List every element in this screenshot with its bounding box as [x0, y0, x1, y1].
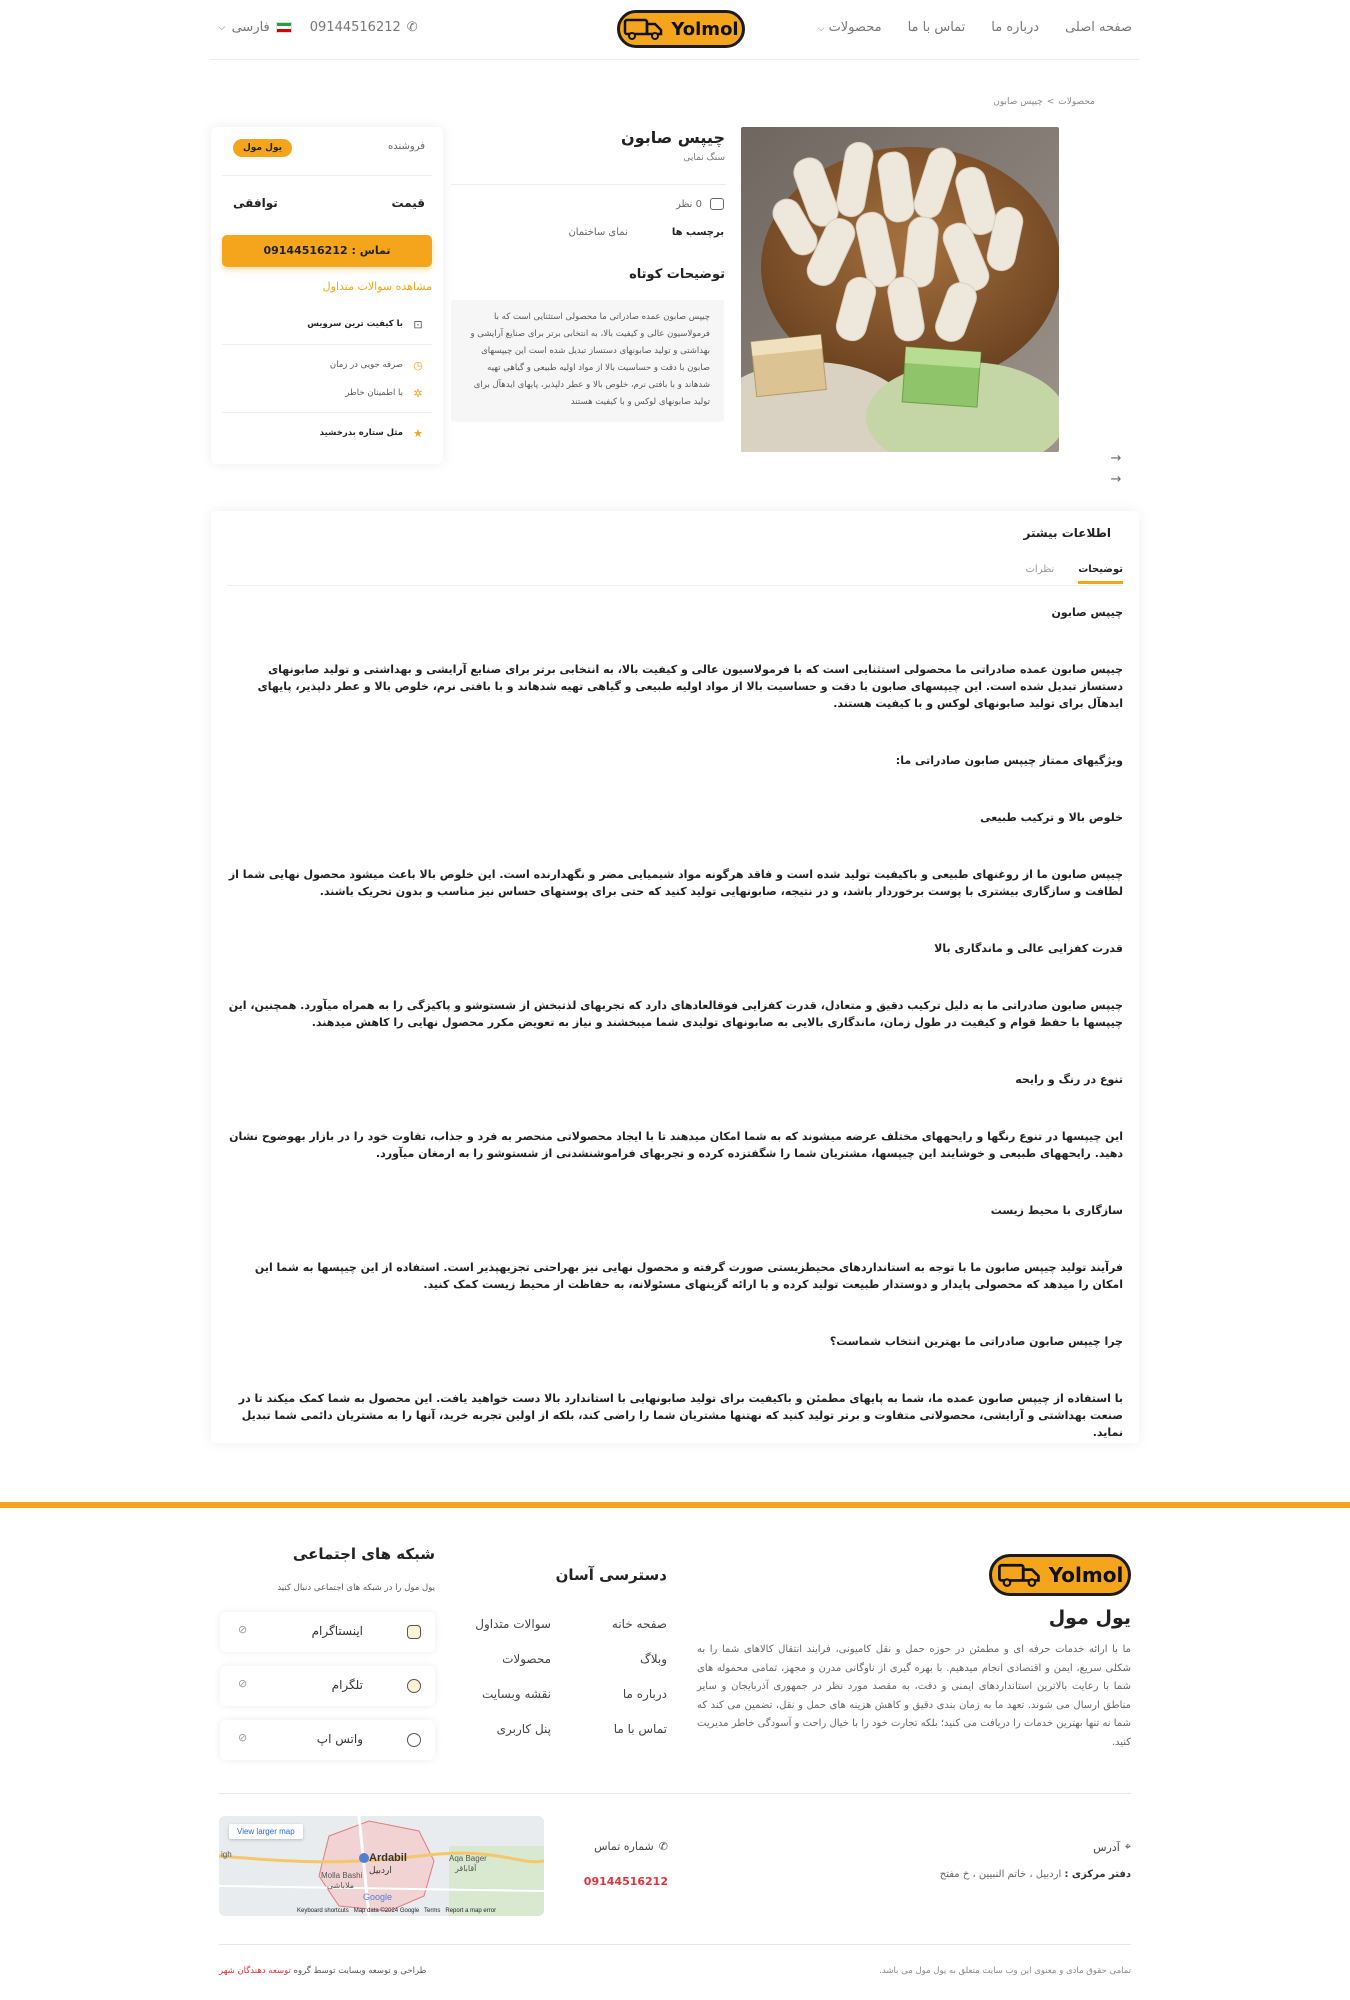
map-edge-label: igh	[221, 1850, 232, 1859]
footer-accent-bar	[0, 1502, 1350, 1508]
social-title: شبکه های اجتماعی	[292, 1545, 435, 1563]
comment-icon	[710, 198, 724, 210]
iran-flag-icon	[276, 22, 292, 33]
content-paragraph: چیپس صابون ما از روغنهای طبیعی و باکیفیت تولید شده است و فاقد هرگونه مواد شیمیایی مضر و نگهدارنده است. این خلوص بالا باعث میشود محصول نهایی شما از لطافت و سازگاری بیشتری با پوست برخوردار باشد، و در نتیجه، صابونهایی تولید کنید که حتی برای پوستهای حساس نیز مناسب و بدون تحریک باشند.	[228, 868, 1123, 898]
content-heading: ویژگیهای ممتاز چیپس صابون صادراتی ما:	[895, 754, 1123, 767]
language-selector[interactable]	[218, 20, 292, 35]
phone-heading	[594, 1840, 668, 1853]
breadcrumb-current: چیپس صابون	[993, 97, 1043, 107]
chevron-down-icon: ⌵	[218, 22, 226, 33]
social-subtitle: یول مول را در شبکه های اجتماعی دنبال کنید	[277, 1583, 435, 1593]
price-label: قیمت	[391, 196, 425, 210]
social-instagram[interactable]	[220, 1612, 435, 1652]
nav-products-label: محصولات	[828, 20, 882, 35]
more-info-title: اطلاعات بیشتر	[1023, 526, 1111, 540]
tab-description[interactable]: توضیحات	[1078, 564, 1123, 584]
tags-label: برچسب ها	[671, 227, 724, 238]
logo-text: Yolmol	[671, 18, 739, 40]
map-place-label-en: Aqa Bager	[449, 1854, 487, 1863]
address-title: آدرس	[1093, 1840, 1120, 1854]
whatsapp-icon	[407, 1733, 421, 1747]
reviews-count: 0 نظر	[675, 198, 702, 210]
footer-link[interactable]: نقشه وبسایت	[482, 1687, 551, 1701]
phone-icon: ✆	[658, 1840, 668, 1853]
content-paragraph: این چیپسها در تنوع رنگها و رایحههای مختلف عرضه میشوند که به شما امکان میدهند تا با ایجاد محصولاتی منحصر به فرد و جذاب، تفاوت خود را در بازار بهوضوح نشان دهید. رایحههای طبیعی و خوشایند این چیپسها، مشتریان شما را شگفتزده کرده و تجربهای فراموشنشدنی از شستوشو را به ارمغان میآورد.	[229, 1130, 1123, 1160]
address-label: دفتر مرکزی :	[1064, 1869, 1131, 1880]
credit-prefix: طراحی و توسعه وبسایت توسط گروه	[293, 1966, 427, 1976]
phone-title: شماره تماس	[594, 1840, 654, 1853]
info-tabs	[1026, 564, 1123, 584]
feature-label: با اطمینان خاطر	[345, 388, 403, 398]
footer-link[interactable]: تماس با ما	[613, 1722, 667, 1736]
location-map[interactable]	[219, 1816, 544, 1916]
feature-label: مثل ستاره بدرخشید	[319, 428, 403, 438]
language-label: فارسی	[231, 20, 270, 35]
map-place-label-en: Molla Bashi	[321, 1871, 363, 1880]
product-header	[621, 128, 725, 163]
feature-label: صرفه جویی در زمان	[329, 360, 403, 370]
nav-contact[interactable]: تماس با ما	[907, 20, 966, 35]
seller-label: فروشنده	[387, 141, 425, 152]
credit-text	[219, 1966, 426, 1976]
header-tools	[218, 20, 418, 35]
footer-link[interactable]: وبلاگ	[639, 1652, 667, 1666]
quick-links-col1	[612, 1617, 667, 1757]
social-name: اینستاگرام	[311, 1624, 363, 1638]
feature-quality	[307, 317, 425, 331]
divider	[222, 175, 432, 176]
header-phone-number: 09144516212	[309, 20, 401, 35]
copyright-text: تمامی حقوق مادی و معنوی این وب سایت متعلق به یول مول می باشد.	[879, 1966, 1131, 1976]
call-button[interactable]: تماس : 09144516212	[222, 235, 432, 267]
footer-link[interactable]: درباره ما	[622, 1687, 667, 1701]
tab-reviews[interactable]: نظرات	[1025, 564, 1055, 575]
footer-logo[interactable]	[989, 1554, 1131, 1596]
map-attribution[interactable]: Keyboard shortcuts Map data ©2024 Google Terms Report a map error	[297, 1908, 497, 1914]
divider	[222, 344, 432, 345]
footer-about: ما با ارائه خدمات حرفه ای و مطمئن در حوزه حمل و نقل کامیونی، فرایند انتقال کالاهای شما را به شکلی سریع، ایمن و اقتصادی انجام میدهیم. با بهره گیری از ناوگانی مدرن و مجهز، تمامی محموله های شما با رعایت بالاترین استانداردهای ایمنی و دقت، به مقصد مورد نظر در جمهوری آذربایجان و سایر مناطق ارسال می شوند. تعهد ما به زمان بندی دقیق و کاهش هزینه های حمل و نقل، تضمین می کند که شما نه تنها بهترین خدمات را دریافت می کنید؛ بلکه تجارت خود را با خیال راحت و آسودگی خاطر مدیریت کنید.	[697, 1644, 1131, 1748]
trust-icon: ✲	[413, 386, 423, 400]
map-city-label-fa: اردبیل	[369, 1866, 392, 1876]
main-nav	[818, 20, 1132, 35]
content-paragraph: با استفاده از چیپس صابون عمده ما، شما به پایهای مطمئن و باکیفیت برای تولید صابونهایی با استاندارد بالا دست خواهید یافت. این محصول به شما کمک میکند تا در صنعت بهداشتی و آرایشی، محصولاتی متفاوت و برتر تولید کنید که نهتنها مشتریان شما را راضی کند، بلکه از اولین تجربه خرید، آنها را به مشتریان دائمی شما تبدیل نماید.	[238, 1392, 1123, 1439]
content-heading: چرا چیپس صابون صادراتی ما بهترین انتخاب شماست؟	[829, 1335, 1123, 1348]
price-value: توافقی	[233, 196, 278, 210]
logo-text: Yolmol	[1048, 1563, 1124, 1587]
link-icon: ⊘	[238, 1623, 248, 1636]
content-paragraph: چیپس صابون عمده صادراتی ما محصولی استثنایی است که با فرمولاسیون عالی و کیفیت بالا، به انتخابی برتر برای صنایع آرایشی و بهداشتی و تولید صابونهای دستساز تبدیل شده است. این چیپسهای صابون با دقت و حساسیت بالا از مواد اولیه طبیعی و گیاهی تهیه شدهاند و با بافتی نرم، خلوص بالا و عطر دلپذیر، پایهای ایدهآل برای تولید صابونهای لوکس و با کیفیت هستند.	[257, 663, 1123, 710]
product-category[interactable]: سنگ نمایی	[683, 153, 725, 163]
breadcrumb-separator: >	[1046, 97, 1055, 107]
feature-label: با کیفیت ترین سرویس	[307, 319, 403, 329]
quick-links-col2	[475, 1617, 551, 1757]
content-heading: خلوص بالا و ترکیب طبیعی	[980, 811, 1123, 824]
site-header	[210, 0, 1140, 60]
footer-divider	[219, 1793, 1131, 1794]
breadcrumb	[993, 97, 1095, 107]
nav-products[interactable]	[818, 20, 882, 35]
more-info-card	[211, 511, 1139, 1443]
short-desc-box: چیپس صابون عمده صادراتی ما محصولی استثنایی است که با فرمولاسیون عالی و کیفیت بالا، به انتخابی برتر برای صنایع آرایشی و بهداشتی و تولید صابونهای دستساز تبدیل شده است این چیپسهای صابون با دقت و حساسیت بالا از مواد اولیه طبیعی و گیاهی تهیه شدهاند و با بافتی نرم، خلوص بالا و عطر دلپذیر، پایهای ایدهآل برای تولید صابونهای لوکس و با کیفیت هستند	[451, 300, 724, 422]
content-paragraph: چیپس صابون صادراتی ما به دلیل ترکیب دقیق و متعادل، قدرت کفزایی فوقالعادهای دارد که تجربهای لذتبخش از شستوشو و پاکیزگی را به همراه میآورد. همچنین، این چیپسها با حفظ قوام و کیفیت در طول زمان، ماندگاری بالایی به صابونهای تولیدی شما میبخشند و نیاز به تعویض مکرر محصول نهایی را کاهش میدهند.	[228, 999, 1123, 1029]
seller-badge[interactable]: یول مول	[233, 139, 292, 157]
footer-divider	[219, 1944, 1131, 1945]
link-icon: ⊘	[238, 1677, 248, 1690]
social-name: واتس اپ	[316, 1732, 363, 1746]
nav-home[interactable]: صفحه اصلی	[1065, 20, 1132, 35]
soap-chips-photo	[741, 127, 1059, 452]
content-heading: قدرت کفزایی عالی و ماندگاری بالا	[934, 942, 1123, 955]
seller-card	[211, 127, 443, 464]
truck-icon	[997, 1562, 1043, 1588]
product-image[interactable]	[741, 127, 1059, 452]
arrow-right-icon[interactable]: →	[1110, 451, 1122, 466]
header-phone[interactable]	[310, 20, 418, 35]
footer-brand: یول مول	[1048, 1607, 1131, 1629]
tag-item[interactable]: نمای ساختمان	[568, 227, 628, 238]
feature-star	[320, 426, 425, 440]
quality-icon: ⊡	[413, 317, 423, 331]
social-whatsapp[interactable]	[220, 1720, 435, 1760]
nav-about[interactable]: درباره ما	[991, 20, 1040, 35]
quick-access-title: دسترسی آسان	[555, 1566, 667, 1584]
map-place-label-fa: ملاباشی	[327, 1881, 355, 1890]
chevron-down-icon: ⌵	[817, 24, 825, 34]
truck-icon	[623, 17, 665, 41]
map-google-logo: Google	[363, 1892, 393, 1902]
tabs-divider	[227, 585, 1123, 586]
content-heading: سازگاری با محیط زیست	[990, 1204, 1123, 1217]
link-icon: ⊘	[238, 1731, 248, 1744]
arrow-right-icon[interactable]: →	[1110, 472, 1122, 487]
instagram-icon	[407, 1625, 421, 1639]
social-telegram[interactable]	[220, 1666, 435, 1706]
description-content	[227, 604, 1123, 1481]
address-heading	[1093, 1840, 1131, 1854]
footer-link[interactable]: پنل کاربری	[496, 1722, 551, 1736]
phone-icon: ✆	[406, 20, 418, 35]
footer-phone-number[interactable]: 09144516212	[583, 1875, 668, 1888]
location-pin-icon: ⌖	[1124, 1840, 1131, 1853]
address-value: اردبیل ، خاتم النبیین ، خ مفتح	[939, 1869, 1062, 1880]
feature-trust	[345, 386, 425, 400]
faq-link[interactable]: مشاهده سوالات متداول	[322, 280, 432, 293]
telegram-icon	[407, 1679, 421, 1693]
footer-link[interactable]: سوالات متداول	[475, 1617, 551, 1631]
view-larger-map-link[interactable]: View larger map	[229, 1824, 303, 1839]
product-title: چیپس صابون	[621, 128, 725, 147]
tags-row	[568, 227, 724, 238]
feature-time	[330, 358, 425, 372]
reviews-row[interactable]	[676, 198, 724, 210]
map-city-label-en: Ardabil	[369, 1852, 407, 1864]
content-paragraph: فرآیند تولید چیپس صابون ما با توجه به استانداردهای محیطزیستی صورت گرفته و محصول نهایی نیز بهراحتی تجزیهپذیر است. استفاده از این چیپسها به شما این امکان را میدهد که محصولی پایدار و دوستدار طبیعت تولید کرده و با ارائه گزینهای مسئولانه، به حفاظت از محیط زیست کمک کنید.	[254, 1261, 1123, 1291]
map-place-label-fa: آقاباقر	[455, 1864, 477, 1873]
short-desc-title: توضیحات کوتاه	[629, 267, 725, 282]
social-name: تلگرام	[331, 1678, 363, 1692]
content-heading: چیپس صابون	[1051, 606, 1123, 619]
star-icon: ★	[413, 426, 423, 440]
footer-link[interactable]: صفحه خانه	[611, 1617, 667, 1631]
divider	[222, 412, 432, 413]
breadcrumb-products[interactable]: محصولات	[1058, 97, 1095, 107]
content-heading: تنوع در رنگ و رایحه	[1015, 1073, 1123, 1086]
credit-link[interactable]: توسعه دهندگان شهر	[219, 1966, 291, 1976]
divider	[451, 184, 726, 185]
clock-icon: ◷	[413, 358, 423, 372]
footer-link[interactable]: محصولات	[502, 1652, 551, 1666]
header-logo[interactable]	[617, 10, 745, 48]
address-line	[940, 1869, 1131, 1880]
